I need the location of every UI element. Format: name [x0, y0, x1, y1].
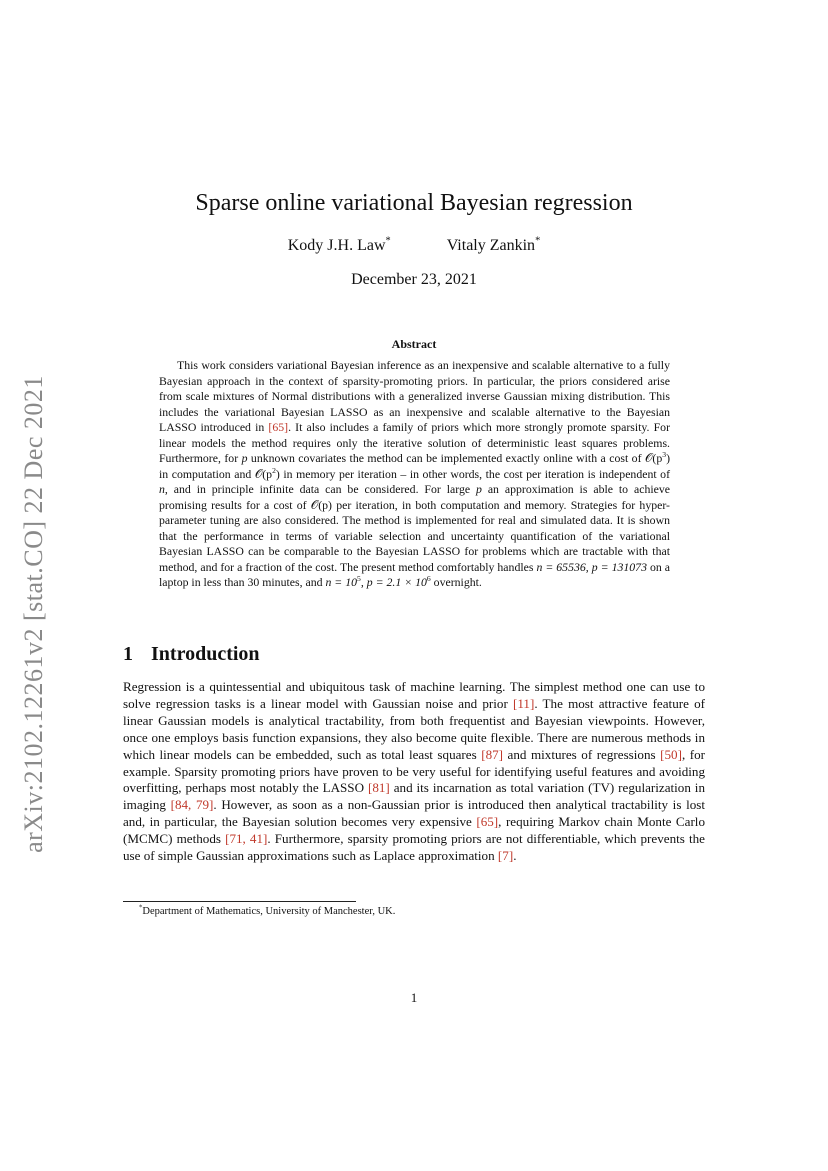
footnote-divider [123, 901, 356, 902]
footnote: *Department of Mathematics, University of Manchester, UK. [139, 904, 396, 917]
page-number: 1 [410, 990, 418, 1005]
author-2: Vitaly Zankin* [446, 235, 541, 254]
citation-link[interactable]: [81] [367, 780, 390, 796]
citation-link[interactable]: [84, 79] [170, 797, 214, 813]
introduction-paragraph: Regression is a quintessential and ubiquitous task of machine learning. The simplest method one can use to solve regression tasks is a linear model with Gaussian noise and prior [11]. The most attractive feature of linear Gaussian models is analytical tractability, from both frequentist and Bayesian viewpoints. However, once one employs basis function expansions, they also become quite flexible. There are numerous methods in which linear models can be embedded, such as total least squares [87] and mixtures of regressions [50], for example. Sparsity promoting priors have proven to be very useful for identifying useful features and avoiding overfitting, perhaps most notably the LASSO [81] and its incarnation as total variation (TV) regularization in imaging [84, 79]. However, as soon as a non-Gaussian prior is introduced then analytical tractability is lost and, in particular, the Bayesian solution becomes very expensive [65], requiring Markov chain Monte Carlo (MCMC) methods [71, 41]. Furthermore, sparsity promoting priors are not differentiable, which prevents the use of simple Gaussian approximations such as Laplace approximation [7]. [123, 679, 705, 864]
paper-title: Sparse online variational Bayesian regression [195, 190, 633, 216]
section-number: 1 [123, 643, 133, 665]
citation-link[interactable]: [65] [268, 420, 289, 434]
citation-link[interactable]: [50] [660, 746, 682, 762]
paper-date: December 23, 2021 [351, 271, 477, 288]
section-title: Introduction [151, 643, 260, 665]
arxiv-sidebar [19, 355, 49, 873]
author-list [0, 237, 828, 255]
section-heading [123, 643, 260, 666]
citation-link[interactable]: [7] [497, 848, 514, 864]
arxiv-identifier: arXiv:2102.12261v2 [stat.CO] 22 Dec 2021 [19, 375, 49, 853]
abstract-heading: Abstract [391, 337, 437, 351]
citation-link[interactable]: [87] [481, 746, 504, 762]
abstract-text: This work considers variational Bayesian inference as an inexpensive and scalable alternative to a fully Bayesian approach in the context of sparsity-promoting priors. In particular, the priors considered arise from scale mixtures of Normal distributions with a generalized inverse Gaussian mixing distribution. This includes the variational Bayesian LASSO as an inexpensive and scalable alternative to the Bayesian LASSO introduced in [65]. It also includes a family of priors which more strongly promote sparsity. For linear models the method requires only the iterative solution of deterministic least squares problems. Furthermore, for p unknown covariates the method can be implemented exactly online with a cost of $𝒪(p^3)$ in computation and $𝒪(p^2)$ in memory per iteration – in other words, the cost per iteration is independent of n, and in principle infinite data can be considered. For large p an approximation is able to achieve promising results for a cost of 𝒪(p) per iteration, in both computation and memory. Strategies for hyper-parameter tuning are also considered. The method is implemented for real and simulated data. It is shown that the performance in terms of variable selection and uncertainty quantification of the variational Bayesian LASSO can be comparable to the Bayesian LASSO for problems which are tractable with that method, and for a fraction of the cost. The present method comfortably handles n = 65536, p = 131073 on a laptop in less than 30 minutes, and $n = 10^5$, $p = 2.1 \times 10^6$ overnight. [159, 358, 671, 589]
citation-link[interactable]: [11] [513, 695, 535, 711]
author-1: Kody J.H. Law* [287, 235, 391, 254]
citation-link[interactable]: [65] [476, 814, 499, 830]
citation-link[interactable]: [71, 41] [225, 831, 268, 847]
